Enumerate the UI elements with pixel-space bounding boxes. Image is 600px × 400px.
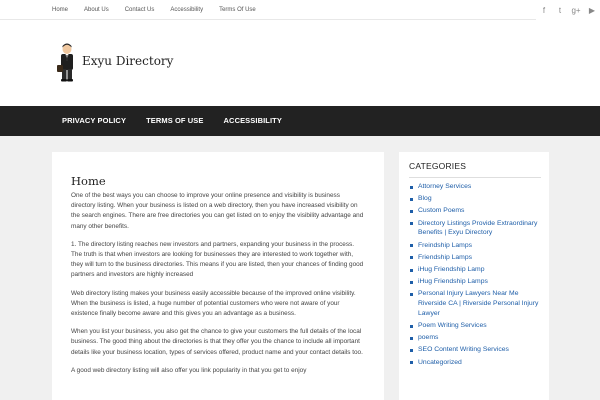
category-link[interactable]: iHug Friendship Lamp: [409, 265, 541, 275]
article-paragraph: When you list your business, you also get the chance to give your customers the full details of the local business. The good thing about the directories is that they offer you the chance to include all important details like your business location, types of services offered, product name and your contact details too.: [71, 328, 363, 356]
top-nav-contact-us[interactable]: Contact Us: [124, 7, 155, 13]
category-link[interactable]: Poem Writing Services: [409, 321, 541, 331]
article-paragraph: Web directory listing makes your business easily accessible because of the improved online visibility. When the business is listed, a huge number of potential customers who were not aware of your existence finally become aware and this gives you an advantage as a business.: [71, 289, 356, 318]
main-nav-privacy-policy[interactable]: PRIVACY POLICY: [62, 116, 127, 125]
main-nav: [0, 106, 600, 136]
top-nav-terms-of-use[interactable]: Terms Of Use: [219, 7, 256, 13]
category-link[interactable]: Uncategorized: [409, 358, 541, 368]
article-paragraph: One of the best ways you can choose to improve your online presence and visibility is business directory listing. When your business is listed on a web directory, then you have increased visibility on the search engines. There are free directories you can get listed on to enjoy the visibility advantage and many other benefits.: [71, 192, 364, 230]
sidebar: [399, 152, 549, 400]
site-title[interactable]: Exyu Directory: [82, 54, 174, 68]
top-nav-accessibility[interactable]: Accessibility: [170, 7, 204, 13]
page-title: Home: [71, 174, 106, 188]
category-list: [409, 182, 541, 367]
top-nav: [44, 0, 264, 20]
category-link[interactable]: Friendship Lamps: [409, 253, 541, 263]
google-plus-icon[interactable]: g+: [571, 5, 581, 15]
main-nav-terms-of-use[interactable]: TERMS OF USE: [146, 116, 204, 125]
article-paragraph: 1. The directory listing reaches new investors and partners, expanding your business in the process. The truth is that when investors are looking for businesses they are interested to work together with, they will turn to the business directories. This means if you are listed, then your chances of finding good partners and investors are highly increased: [71, 240, 364, 279]
category-link[interactable]: Attorney Services: [409, 182, 541, 192]
main-nav-accessibility[interactable]: ACCESSIBILITY: [223, 116, 282, 125]
category-link[interactable]: Personal Injury Lawyers Near Me Riverside CA | Riverside Personal Injury Lawyer: [409, 289, 541, 318]
facebook-icon[interactable]: f: [542, 5, 546, 15]
site-header: [0, 20, 600, 106]
category-link[interactable]: Blog: [409, 194, 541, 204]
youtube-icon[interactable]: ▶: [588, 5, 596, 15]
twitter-icon[interactable]: t: [558, 5, 562, 15]
category-link[interactable]: iHug Friendship Lamps: [409, 277, 541, 287]
category-link[interactable]: Freindship Lamps: [409, 241, 541, 251]
social-links: [536, 0, 600, 20]
category-link[interactable]: Custom Poems: [409, 206, 541, 216]
category-link[interactable]: Directory Listings Provide Extraordinary Benefits | Exyu Directory: [409, 219, 541, 238]
top-nav-about-us[interactable]: About Us: [84, 7, 109, 13]
top-bar: [0, 0, 600, 20]
main-content: [52, 152, 384, 400]
category-link[interactable]: poems: [409, 333, 541, 343]
category-link[interactable]: SEO Content Writing Services: [409, 345, 541, 355]
categories-heading: CATEGORIES: [409, 161, 467, 171]
businessman-logo-icon[interactable]: [56, 43, 78, 83]
article-paragraph: A good web directory listing will also offer you link popularity in that you get to enjoy: [71, 366, 307, 374]
top-nav-home[interactable]: Home: [52, 7, 69, 13]
divider: [409, 177, 541, 178]
